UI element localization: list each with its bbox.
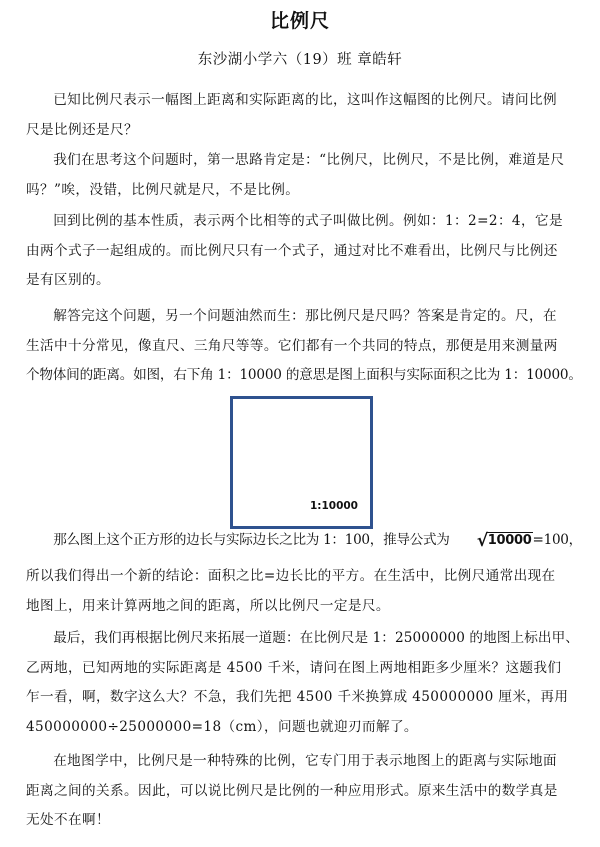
text-line: 所以我们得出一个新的结论：面积之比=边长比的平方。在生活中，比例尺通常出现在 — [26, 568, 556, 584]
text-line: 个物体间的距离。如图，右下角 1：10000 的意思是图上面积与实际面积之比为 1：10000。 — [26, 367, 582, 383]
radical-sign-icon: √ — [476, 531, 488, 551]
text-line: 乙两地，已知两地的实际距离是 4500 千米，请问在图上两地相距多少厘米？这题我们 — [26, 659, 562, 676]
author-line: 东沙湖小学六（19）班 章皓轩 — [197, 52, 403, 68]
paragraph-6 — [26, 624, 582, 742]
text-line: 地图上，用来计算两地之间的距离，所以比例尺一定是尺。 — [26, 597, 390, 614]
paragraph-2 — [26, 146, 582, 205]
text-line: 最后，我们再根据比例尺来拓展一道题：在比例尺是 1：25000000 的地图上标出甲、 — [53, 630, 579, 646]
text-line: 乍一看，啊，数字这么大？不急，我们先把 4500 千米换算成 450000000 厘米，再用 — [26, 689, 569, 705]
paragraph-1 — [26, 86, 582, 145]
formula-paragraph — [26, 526, 582, 557]
paragraph-3 — [26, 207, 582, 296]
text-line: 生活中十分常见，像直尺、三角尺等等。它们都有一个共同的特点，那便是用来测量两 — [26, 337, 558, 354]
text-line: 回到比例的基本性质，表示两个比相等的式子叫做比例。例如：1：2=2：4，它是 — [53, 213, 563, 229]
text-line: 我们在思考这个问题时，第一思路肯定是：“比例尺，比例尺，不是比例，难道是尺 — [53, 152, 565, 168]
text-line: 是有区别的。 — [26, 272, 110, 288]
text-line: 尺是比例还是尺？ — [26, 121, 138, 138]
formula-text-after: =100， — [532, 532, 582, 548]
scale-square-figure — [230, 396, 373, 529]
text-line: 吗？”唉，没错，比例尺就是尺，不是比例。 — [26, 181, 300, 198]
document-title: 比例尺 — [269, 10, 330, 32]
formula-line — [26, 526, 582, 557]
text-line: 450000000÷25000000=18（cm），问题也就迎刃而解了。 — [26, 718, 418, 735]
paragraph-7 — [26, 747, 582, 836]
figure-scale-label: 1:10000 — [309, 500, 358, 512]
text-line: 解答完这个问题，另一个问题油然而生：那比例尺是尺吗？答案是肯定的。尺，在 — [53, 308, 557, 324]
paragraph-4 — [26, 302, 582, 391]
text-line: 由两个式子一起组成的。而比例尺只有一个式子，通过对比不难看出，比例尺与比例还 — [26, 242, 558, 259]
text-line: 在地图学中，比例尺是一种特殊的比例，它专门用于表示地图上的距离与实际地面 — [53, 753, 557, 769]
text-line: 已知比例尺表示一幅图上距离和实际距离的比，这叫作这幅图的比例尺。请问比例 — [53, 92, 557, 108]
text-line: 无处不在啊！ — [26, 812, 110, 828]
radicand: 10000 — [487, 533, 532, 548]
formula-text-before: 那么图上这个正方形的边长与实际边长之比为 1：100，推导公式为 — [53, 532, 450, 548]
square-root-expression — [450, 526, 533, 557]
text-line: 距离之间的关系。因此，可以说比例尺是比例的一种应用形式。原来生活中的数学真是 — [26, 782, 558, 799]
paragraph-5 — [26, 562, 582, 621]
